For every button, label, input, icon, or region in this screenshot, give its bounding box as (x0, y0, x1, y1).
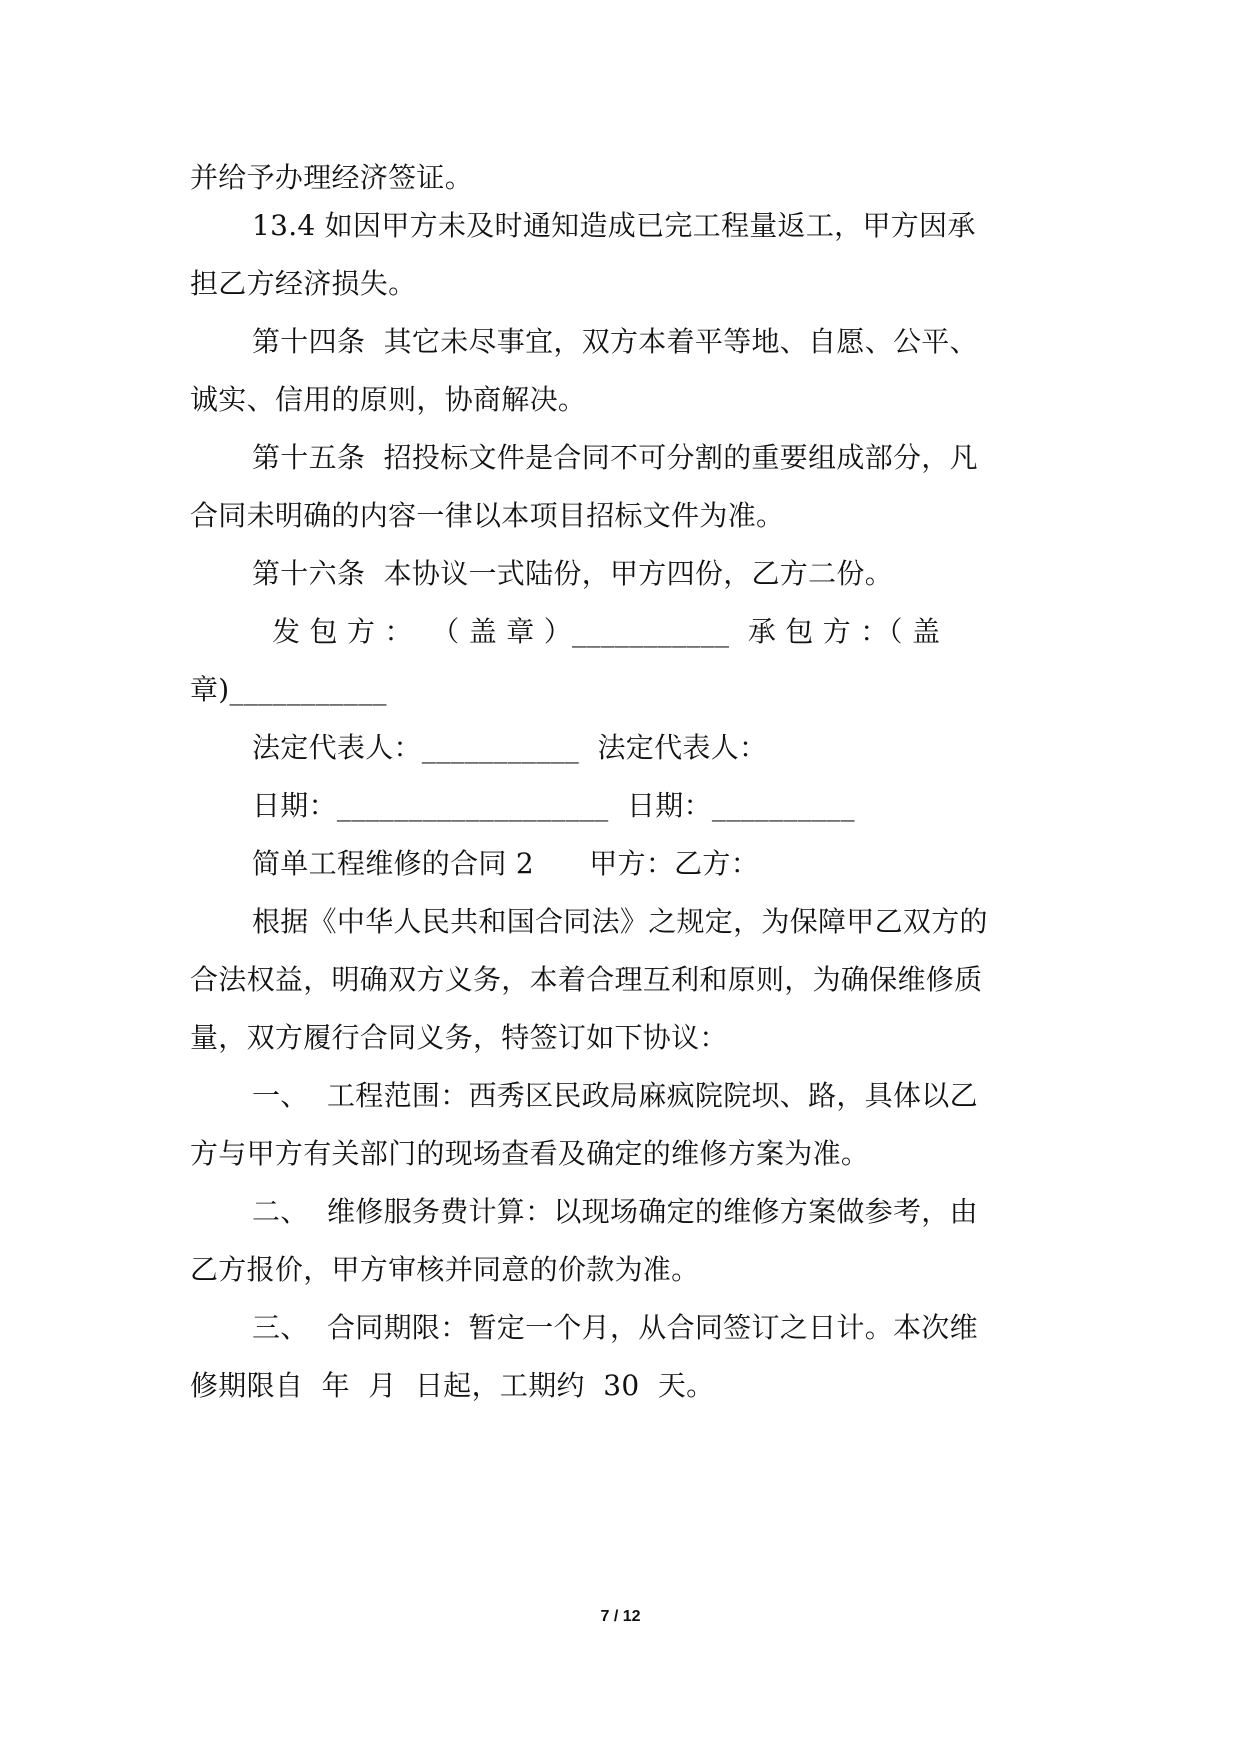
text-line-19: 二、 维修服务费计算：以现场确定的维修方案做参考，由 (252, 1195, 978, 1228)
text-line-16: 量，双方履行合同义务，特签订如下协议： (190, 1021, 728, 1054)
text-line-11: 法定代表人：___________ 法定代表人： (252, 731, 768, 764)
text-line-9: 发 包 方 ： （ 盖 章 ）___________ 承 包 方 ：（ 盖 (272, 615, 941, 648)
text-line-10: 章)___________ (190, 673, 387, 706)
text-line-18: 方与甲方有关部门的现场查看及确定的维修方案为准。 (190, 1137, 870, 1170)
text-line-5: 诚实、信用的原则，协商解决。 (190, 383, 587, 416)
text-line-17: 一、 工程范围：西秀区民政局麻疯院院坝、路，具体以乙 (252, 1079, 978, 1112)
text-line-12: 日期：___________________ 日期：__________ (252, 789, 855, 822)
text-line-13: 简单工程维修的合同 2 甲方：乙方： (252, 847, 760, 880)
text-line-2: 13.4 如因甲方未及时通知造成已完工程量返工，甲方因承 (252, 209, 976, 242)
text-line-22: 修期限自 年 月 日起，工期约 30 天。 (190, 1369, 715, 1402)
text-line-14: 根据《中华人民共和国合同法》之规定，为保障甲乙双方的 (252, 905, 988, 938)
text-line-21: 三、 合同期限：暂定一个月，从合同签订之日计。本次维 (252, 1311, 978, 1344)
text-line-4: 第十四条 其它未尽事宜，双方本着平等地、自愿、公平、 (252, 325, 978, 358)
text-line-8: 第十六条 本协议一式陆份，甲方四份，乙方二份。 (252, 557, 894, 590)
text-line-1: 并给予办理经济签证。 (190, 161, 474, 194)
text-line-20: 乙方报价，甲方审核并同意的价款为准。 (190, 1253, 700, 1286)
text-line-3: 担乙方经济损失。 (190, 267, 417, 300)
page-number: 7 / 12 (600, 1608, 641, 1625)
text-line-7: 合同未明确的内容一律以本项目招标文件为准。 (190, 499, 785, 532)
text-line-15: 合法权益，明确双方义务，本着合理互利和原则，为确保维修质 (190, 963, 983, 996)
text-line-6: 第十五条 招投标文件是合同不可分割的重要组成部分，凡 (252, 441, 978, 474)
